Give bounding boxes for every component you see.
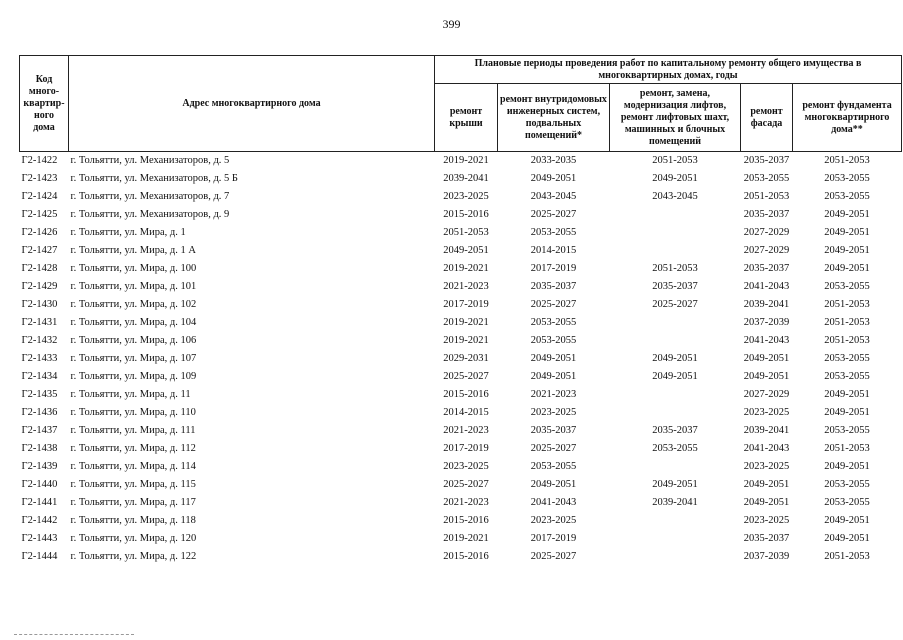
table-row (20, 278, 902, 296)
row-systems: 2035-2037 (530, 425, 577, 436)
row-foundation: 2051-2053 (824, 443, 870, 454)
row-address: г. Тольятти, ул. Механизаторов, д. 7 (70, 191, 230, 202)
row-systems: 2017-2019 (530, 533, 577, 544)
table-row (20, 368, 902, 386)
row-foundation: 2053-2055 (824, 353, 870, 364)
row-systems: 2053-2055 (530, 335, 577, 346)
row-systems: 2023-2025 (530, 515, 577, 526)
row-elevators (610, 224, 741, 242)
row-foundation: 2049-2051 (824, 245, 870, 256)
row-systems: 2043-2045 (530, 191, 577, 202)
row-foundation: 2051-2053 (824, 155, 870, 166)
row-facade: 2049-2051 (743, 497, 790, 508)
row-facade: 2035-2037 (743, 209, 790, 220)
row-elevators: 2043-2045 (652, 191, 698, 202)
table-row (20, 188, 902, 206)
table-body (20, 152, 902, 567)
row-elevators (610, 530, 741, 548)
table-row (20, 296, 902, 314)
row-facade: 2035-2037 (743, 263, 790, 274)
header-foundation: ремонт фундамента многоквартирного дома** (793, 84, 902, 152)
row-code: Г2-1437 (21, 425, 58, 436)
row-roof: 2019-2021 (443, 263, 489, 274)
row-elevators: 2051-2053 (652, 155, 698, 166)
row-code: Г2-1424 (21, 191, 58, 202)
row-roof: 2015-2016 (443, 389, 489, 400)
table-header (20, 56, 902, 152)
row-code: Г2-1436 (21, 407, 58, 418)
row-systems: 2021-2023 (530, 389, 577, 400)
row-foundation: 2051-2053 (824, 551, 870, 562)
row-roof: 2051-2053 (443, 227, 489, 238)
row-elevators: 2025-2027 (652, 299, 698, 310)
row-code: Г2-1427 (21, 245, 58, 256)
row-systems: 2041-2043 (530, 497, 577, 508)
row-elevators (610, 404, 741, 422)
row-systems: 2049-2051 (530, 479, 577, 490)
row-elevators (610, 314, 741, 332)
row-roof: 2025-2027 (443, 479, 489, 490)
row-facade: 2051-2053 (743, 191, 790, 202)
row-elevators: 2035-2037 (652, 281, 698, 292)
row-code: Г2-1428 (21, 263, 58, 274)
row-systems: 2033-2035 (530, 155, 577, 166)
row-systems: 2025-2027 (530, 443, 577, 454)
row-roof: 2019-2021 (443, 533, 489, 544)
row-foundation: 2049-2051 (824, 209, 870, 220)
row-systems: 2023-2025 (530, 407, 577, 418)
capital-repair-schedule-table (19, 55, 902, 566)
row-foundation: 2049-2051 (824, 515, 870, 526)
row-foundation: 2049-2051 (824, 533, 870, 544)
row-address: г. Тольятти, ул. Мира, д. 118 (70, 515, 196, 526)
row-address: г. Тольятти, ул. Мира, д. 109 (70, 371, 197, 382)
row-foundation: 2053-2055 (824, 479, 870, 490)
row-address: г. Тольятти, ул. Мира, д. 110 (70, 407, 196, 418)
row-systems: 2014-2015 (530, 245, 577, 256)
row-roof: 2017-2019 (443, 443, 489, 454)
row-facade: 2039-2041 (743, 299, 790, 310)
table-row (20, 242, 902, 260)
row-roof: 2023-2025 (443, 191, 489, 202)
row-roof: 2019-2021 (443, 317, 489, 328)
row-foundation: 2053-2055 (824, 173, 870, 184)
row-roof: 2019-2021 (443, 155, 489, 166)
row-address: г. Тольятти, ул. Мира, д. 112 (70, 443, 196, 454)
row-roof: 2015-2016 (443, 209, 489, 220)
row-facade: 2041-2043 (743, 443, 790, 454)
row-code: Г2-1431 (21, 317, 58, 328)
row-elevators (610, 548, 741, 566)
row-foundation: 2051-2053 (824, 299, 870, 310)
table-row (20, 404, 902, 422)
row-systems: 2025-2027 (530, 551, 577, 562)
row-systems: 2049-2051 (530, 353, 577, 364)
row-roof: 2029-2031 (443, 353, 489, 364)
row-code: Г2-1430 (21, 299, 58, 310)
header-address: Адрес многоквартирного дома (69, 56, 435, 152)
row-elevators: 2049-2051 (652, 173, 698, 184)
row-roof: 2049-2051 (443, 245, 489, 256)
row-roof: 2023-2025 (443, 461, 489, 472)
row-facade: 2023-2025 (743, 515, 790, 526)
row-address: г. Тольятти, ул. Мира, д. 1 А (70, 245, 196, 256)
row-address: г. Тольятти, ул. Механизаторов, д. 9 (70, 209, 230, 220)
table-row (20, 512, 902, 530)
row-facade: 2049-2051 (743, 479, 790, 490)
row-address: г. Тольятти, ул. Мира, д. 102 (70, 299, 197, 310)
row-foundation: 2053-2055 (824, 497, 870, 508)
row-foundation: 2049-2051 (824, 389, 870, 400)
row-facade: 2049-2051 (743, 371, 790, 382)
table-row (20, 170, 902, 188)
header-systems: ремонт внутридомовых инженерных систем, подвальных помещений* (498, 84, 610, 152)
page-number: 399 (442, 17, 461, 31)
row-facade: 2035-2037 (743, 533, 790, 544)
row-systems: 2025-2027 (530, 299, 577, 310)
row-address: г. Тольятти, ул. Мира, д. 100 (70, 263, 197, 274)
row-elevators (610, 458, 741, 476)
row-roof: 2017-2019 (443, 299, 489, 310)
row-facade: 2027-2029 (743, 389, 790, 400)
table-row (20, 440, 902, 458)
row-elevators: 2049-2051 (652, 353, 698, 364)
row-foundation: 2051-2053 (824, 335, 870, 346)
row-systems: 2035-2037 (530, 281, 577, 292)
row-address: г. Тольятти, ул. Мира, д. 114 (70, 461, 196, 472)
row-address: г. Тольятти, ул. Мира, д. 106 (70, 335, 197, 346)
table-row (20, 260, 902, 278)
row-roof: 2039-2041 (443, 173, 489, 184)
row-foundation: 2051-2053 (824, 317, 870, 328)
row-foundation: 2049-2051 (824, 407, 870, 418)
row-code: Г2-1439 (21, 461, 58, 472)
row-facade: 2053-2055 (743, 173, 790, 184)
row-address: г. Тольятти, ул. Мира, д. 101 (70, 281, 197, 292)
row-address: г. Тольятти, ул. Механизаторов, д. 5 Б (70, 173, 238, 184)
row-roof: 2015-2016 (443, 551, 489, 562)
row-systems: 2049-2051 (530, 371, 577, 382)
row-foundation: 2049-2051 (824, 263, 870, 274)
table-row (20, 152, 902, 171)
table-row (20, 530, 902, 548)
row-facade: 2035-2037 (743, 155, 790, 166)
row-code: Г2-1435 (21, 389, 58, 400)
row-elevators: 2049-2051 (652, 479, 698, 490)
table-row (20, 314, 902, 332)
row-code: Г2-1433 (21, 353, 58, 364)
row-elevators: 2053-2055 (652, 443, 698, 454)
table-row (20, 224, 902, 242)
row-facade: 2037-2039 (743, 317, 790, 328)
row-elevators (610, 242, 741, 260)
row-roof: 2019-2021 (443, 335, 489, 346)
footer-line (14, 634, 134, 636)
row-foundation: 2053-2055 (824, 371, 870, 382)
row-systems: 2053-2055 (530, 317, 577, 328)
row-code: Г2-1444 (21, 551, 58, 562)
row-address: г. Тольятти, ул. Мира, д. 11 (70, 389, 191, 400)
row-roof: 2025-2027 (443, 371, 489, 382)
row-code: Г2-1432 (21, 335, 58, 346)
row-facade: 2041-2043 (743, 335, 790, 346)
row-elevators (610, 206, 741, 224)
row-code: Г2-1434 (21, 371, 58, 382)
table-row (20, 476, 902, 494)
table-row (20, 458, 902, 476)
row-elevators: 2039-2041 (652, 497, 698, 508)
row-code: Г2-1423 (21, 173, 58, 184)
row-systems: 2053-2055 (530, 227, 577, 238)
row-systems: 2053-2055 (530, 461, 577, 472)
row-foundation: 2053-2055 (824, 425, 870, 436)
row-facade: 2049-2051 (743, 353, 790, 364)
row-address: г. Тольятти, ул. Механизаторов, д. 5 (70, 155, 230, 166)
row-facade: 2039-2041 (743, 425, 790, 436)
row-code: Г2-1441 (21, 497, 58, 508)
row-facade: 2027-2029 (743, 227, 790, 238)
row-address: г. Тольятти, ул. Мира, д. 104 (70, 317, 197, 328)
row-facade: 2037-2039 (743, 551, 790, 562)
row-systems: 2049-2051 (530, 173, 577, 184)
row-roof: 2014-2015 (443, 407, 489, 418)
table-row (20, 350, 902, 368)
row-code: Г2-1429 (21, 281, 58, 292)
row-code: Г2-1442 (21, 515, 58, 526)
row-foundation: 2049-2051 (824, 227, 870, 238)
row-code: Г2-1443 (21, 533, 58, 544)
row-systems: 2025-2027 (530, 209, 577, 220)
row-code: Г2-1438 (21, 443, 58, 454)
row-facade: 2041-2043 (743, 281, 790, 292)
row-code: Г2-1440 (21, 479, 58, 490)
table-row (20, 422, 902, 440)
row-address: г. Тольятти, ул. Мира, д. 107 (70, 353, 197, 364)
header-periods: Плановые периоды проведения работ по капитальному ремонту общего имущества в многоквартирных домах, годы (435, 56, 902, 84)
row-elevators (610, 332, 741, 350)
table-row (20, 206, 902, 224)
row-code: Г2-1425 (21, 209, 58, 220)
row-address: г. Тольятти, ул. Мира, д. 111 (70, 425, 196, 436)
header-code: Код много-квартир-ного дома (20, 56, 69, 152)
row-elevators: 2035-2037 (652, 425, 698, 436)
row-code: Г2-1422 (21, 155, 58, 166)
row-facade: 2023-2025 (743, 461, 790, 472)
row-roof: 2021-2023 (443, 425, 489, 436)
table-row (20, 332, 902, 350)
row-foundation: 2053-2055 (824, 191, 870, 202)
row-code: Г2-1426 (21, 227, 58, 238)
row-elevators (610, 386, 741, 404)
row-address: г. Тольятти, ул. Мира, д. 120 (70, 533, 197, 544)
row-address: г. Тольятти, ул. Мира, д. 117 (70, 497, 196, 508)
row-address: г. Тольятти, ул. Мира, д. 1 (70, 227, 186, 238)
row-roof: 2021-2023 (443, 281, 489, 292)
row-address: г. Тольятти, ул. Мира, д. 115 (70, 479, 196, 490)
row-roof: 2021-2023 (443, 497, 489, 508)
row-facade: 2023-2025 (743, 407, 790, 418)
table-row (20, 548, 902, 566)
row-address: г. Тольятти, ул. Мира, д. 122 (70, 551, 197, 562)
header-roof: ремонт крыши (435, 84, 498, 152)
header-elevators: ремонт, замена, модернизация лифтов, ремонт лифтовых шахт, машинных и блочных помещений (610, 84, 741, 152)
row-facade: 2027-2029 (743, 245, 790, 256)
header-facade: ремонт фасада (741, 84, 793, 152)
row-roof: 2015-2016 (443, 515, 489, 526)
row-foundation: 2053-2055 (824, 281, 870, 292)
row-elevators: 2049-2051 (652, 371, 698, 382)
row-elevators: 2051-2053 (652, 263, 698, 274)
table-row (20, 386, 902, 404)
row-elevators (610, 512, 741, 530)
row-systems: 2017-2019 (530, 263, 577, 274)
table-row (20, 494, 902, 512)
row-foundation: 2049-2051 (824, 461, 870, 472)
